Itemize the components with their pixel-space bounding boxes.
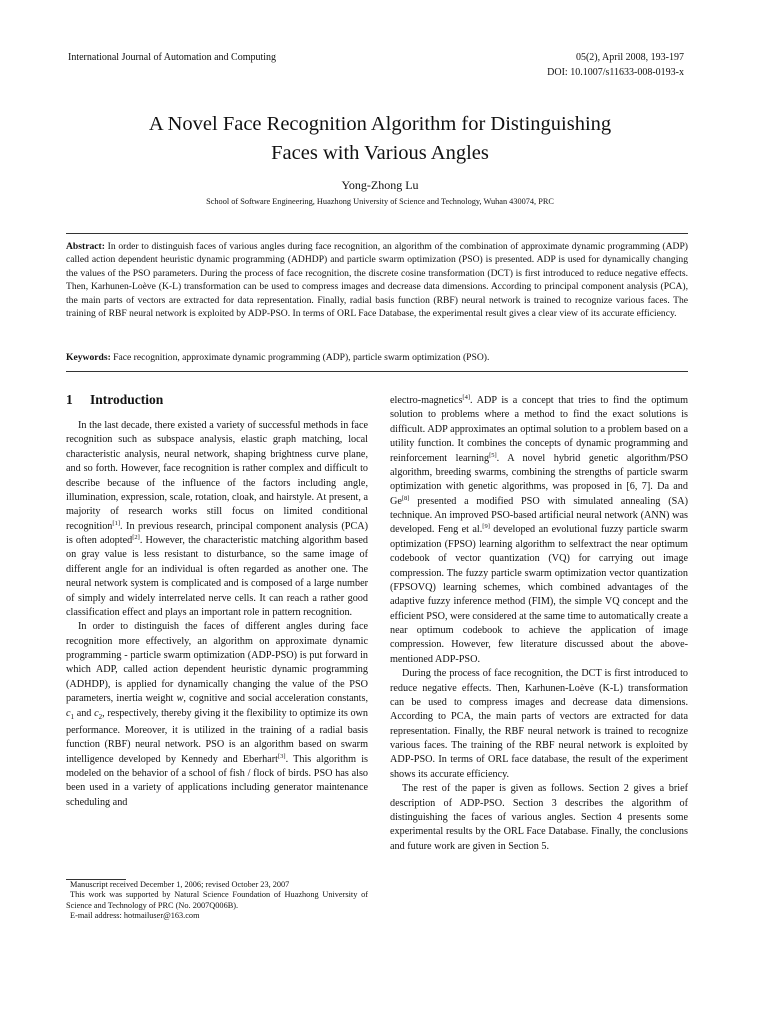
text-run: In the last decade, there existed a variety of successful methods in face recognition such as subspace analysis, elastic graph matching, local characteristic analysis, neural network, shaping brightness curve plane, and so forth. However, face recognition is rather complex and difficult to describe because of the influence of the factors including angle, illumination, expression, scale, rotation, cloak, and hairstyle. At present, a majority of research works still focus on limited conditional recognition bbox=[66, 420, 368, 532]
intro-paragraph-2 bbox=[66, 620, 368, 810]
right-column bbox=[390, 394, 688, 854]
doi[interactable]: DOI: 10.1007/s11633-008-0193-x bbox=[547, 67, 684, 78]
abstract-label: Abstract: bbox=[66, 241, 105, 252]
footnote-manuscript: Manuscript received December 1, 2006; revised October 23, 2007 bbox=[70, 880, 290, 889]
abstract-top-rule bbox=[66, 233, 688, 234]
abstract-text: In order to distinguish faces of various angles during face recognition, an algorithm of the combination of approximate dynamic programming (ADP) called action dependent heuristic dynamic programming (ADHDP) and particle swarm optimization (PSO) is presented. ADP is used for dynamically changing the values of the PSO parameters. During the process of face recognition, the discrete cosine transformation (DCT) is first introduced to reduce negative effects. Then, Karhunen-Loève (K-L) transformation can be used to compress images and decrease data dimensions. According to principal component analysis (PCA), the main parts of vectors are extracted for data representation. Finally, radial basis function (RBF) neural network is trained to recognize various faces. The training of RBF neural network is exploited by ADP-PSO. In terms of ORL Face Database, the experimental result gives a clear view of its accurate efficiency. bbox=[66, 241, 689, 320]
paper-title bbox=[60, 110, 700, 168]
text-run: . However, the characteristic matching algorithm based on gray value is less resistant to disturbance, so the same image of different angle for an individual is often regarded as another one. The neural network system is complicated and is composed of a large number of simply and widely interrelated nerve cells. It can reach a rather good classification effect and plays an important role in pattern recognition. bbox=[66, 535, 368, 618]
affiliation: School of Software Engineering, Huazhong University of Science and Technology, Wuhan 430074, PRC bbox=[206, 197, 554, 206]
symbol-w: w bbox=[176, 693, 184, 705]
keywords-text: Face recognition, approximate dynamic programming (ADP), particle swarm optimization (PSO). bbox=[113, 352, 490, 363]
section-number: 1 bbox=[66, 392, 73, 407]
symbol-c2: c bbox=[94, 707, 99, 719]
text-run: . ADP is a concept that tries to find the optimum solution to problems where a method to find the exact solutions is difficult. ADP approximates an optimal solution to a problem based on a utility function. It combines the concepts of dynamic programming and reinforcement learning bbox=[390, 395, 688, 464]
text-run: developed an evolutional fuzzy particle swarm optimization (FPSO) learning algorithm to selfextract the near optimum codebook of vector quantization (VQ) for carrying out image compression. The fuzzy particle swarm optimization vector quantization (FPSOVQ) learning schemes, which combined advantages of the adaptive fuzzy inference method (FIM), the simple VQ concept and the efficient PSO, were considered at the same time to automatically create a near optimum codebook to achieve the application of image compression. However, few literature discussed about the above-mentioned ADP-PSO. bbox=[390, 524, 688, 665]
intro-paragraph-1 bbox=[66, 419, 368, 620]
citation-2[interactable]: [2] bbox=[132, 534, 140, 541]
text-run: . A novel hybrid genetic algorithm/PSO algorithm, breeding swarms, combining the strengths of particle swarm optimization with genetic algorithms, was proposed in [6, 7]. Da and Ge bbox=[390, 452, 688, 507]
title-line-2: Faces with Various Angles bbox=[271, 142, 489, 164]
text-run: and bbox=[74, 707, 95, 719]
author-name: Yong-Zhong Lu bbox=[341, 178, 419, 192]
subscript-1: 1 bbox=[70, 712, 75, 721]
text-run: electro-magnetics bbox=[390, 395, 463, 406]
citation-9[interactable]: [9] bbox=[482, 523, 490, 531]
footnote-email[interactable]: E-mail address: hotmailuser@163.com bbox=[70, 910, 200, 920]
text-run: presented a modified PSO with simulated annealing (SA) technique. An improved PSO-based artificial neural network (ANN) was developed. Feng et al. bbox=[390, 495, 688, 536]
citation-1[interactable]: [1] bbox=[112, 519, 120, 527]
intro-paragraph-3 bbox=[390, 394, 688, 667]
journal-name: International Journal of Automation and Computing bbox=[68, 52, 277, 63]
citation-3[interactable]: [3] bbox=[278, 752, 286, 760]
abstract bbox=[66, 240, 688, 320]
text-run: , respectively, thereby giving it the flexibility to optimize its own performance. Moreover, it is utilized in the training of a radial basis function (RBF) neural network. PSO is an algorithm based on swarm intelligence developed by Kennedy and Eberhart bbox=[66, 707, 368, 765]
text-run: In order to distinguish the faces of different angles during face recognition more effectively, an algorithm on approximate dynamic programming - particle swarm optimization (ADP-PSO) is put forward in which ADP, called action dependent heuristic dynamic programming (ADHDP), is applied for dynamically changing the value of the PSO parameters, inertia weight bbox=[66, 621, 368, 705]
keywords-bottom-rule bbox=[66, 371, 688, 372]
citation-4[interactable]: [4] bbox=[462, 394, 471, 401]
citation-5[interactable]: [5] bbox=[489, 451, 497, 459]
symbol-c1: c bbox=[66, 707, 71, 719]
citation-8[interactable]: [8] bbox=[401, 494, 410, 502]
intro-paragraph-5: The rest of the paper is given as follows. Section 2 gives a brief description of ADP-PSO. Section 3 describes the algorithm of distinguishing the faces of various angles. Section 4 presents some experimental results by the ORL Face Database. Finally, the conclusions and future work are given in Section 5. bbox=[390, 783, 688, 852]
subscript-2: 2 bbox=[98, 712, 103, 721]
intro-paragraph-4: During the process of face recognition, the DCT is first introduced to reduce negative effects. Then, Karhunen-Loève (K-L) transformation can be used to compress images and decrease data dimensions. According to PCA, the main parts of vectors are extracted for data representation. Finally, the RBF neural network is trained to recognize various faces. The training of the RBF neural network is exploited by ADP-PSO. In terms of ORL face database, the result of the experiment shows its accurate efficiency. bbox=[390, 668, 688, 780]
text-run: . This algorithm is modeled on the behavior of a school of fish / flock of birds. PSO has also been used in a variety of applications including generator maintenance scheduling and bbox=[66, 753, 368, 808]
section-title: Introduction bbox=[90, 392, 164, 407]
left-column bbox=[66, 419, 368, 810]
issue-info bbox=[547, 50, 684, 80]
footnotes bbox=[66, 880, 368, 921]
section-heading bbox=[66, 392, 163, 408]
issue-line: 05(2), April 2008, 193-197 bbox=[575, 52, 684, 63]
text-run: , cognitive and social acceleration constants, bbox=[183, 693, 368, 705]
footnote-funding: This work was supported by Natural Science Foundation of Huazhong University of Science and Technology of PRC (No. 2007Q006B). bbox=[66, 890, 368, 910]
title-line-1: A Novel Face Recognition Algorithm for Distinguishing bbox=[148, 113, 612, 135]
text-run: . In previous research, principal component analysis (PCA) is often adopted bbox=[66, 520, 368, 546]
keywords-label: Keywords: bbox=[66, 352, 111, 363]
keywords bbox=[66, 351, 688, 364]
